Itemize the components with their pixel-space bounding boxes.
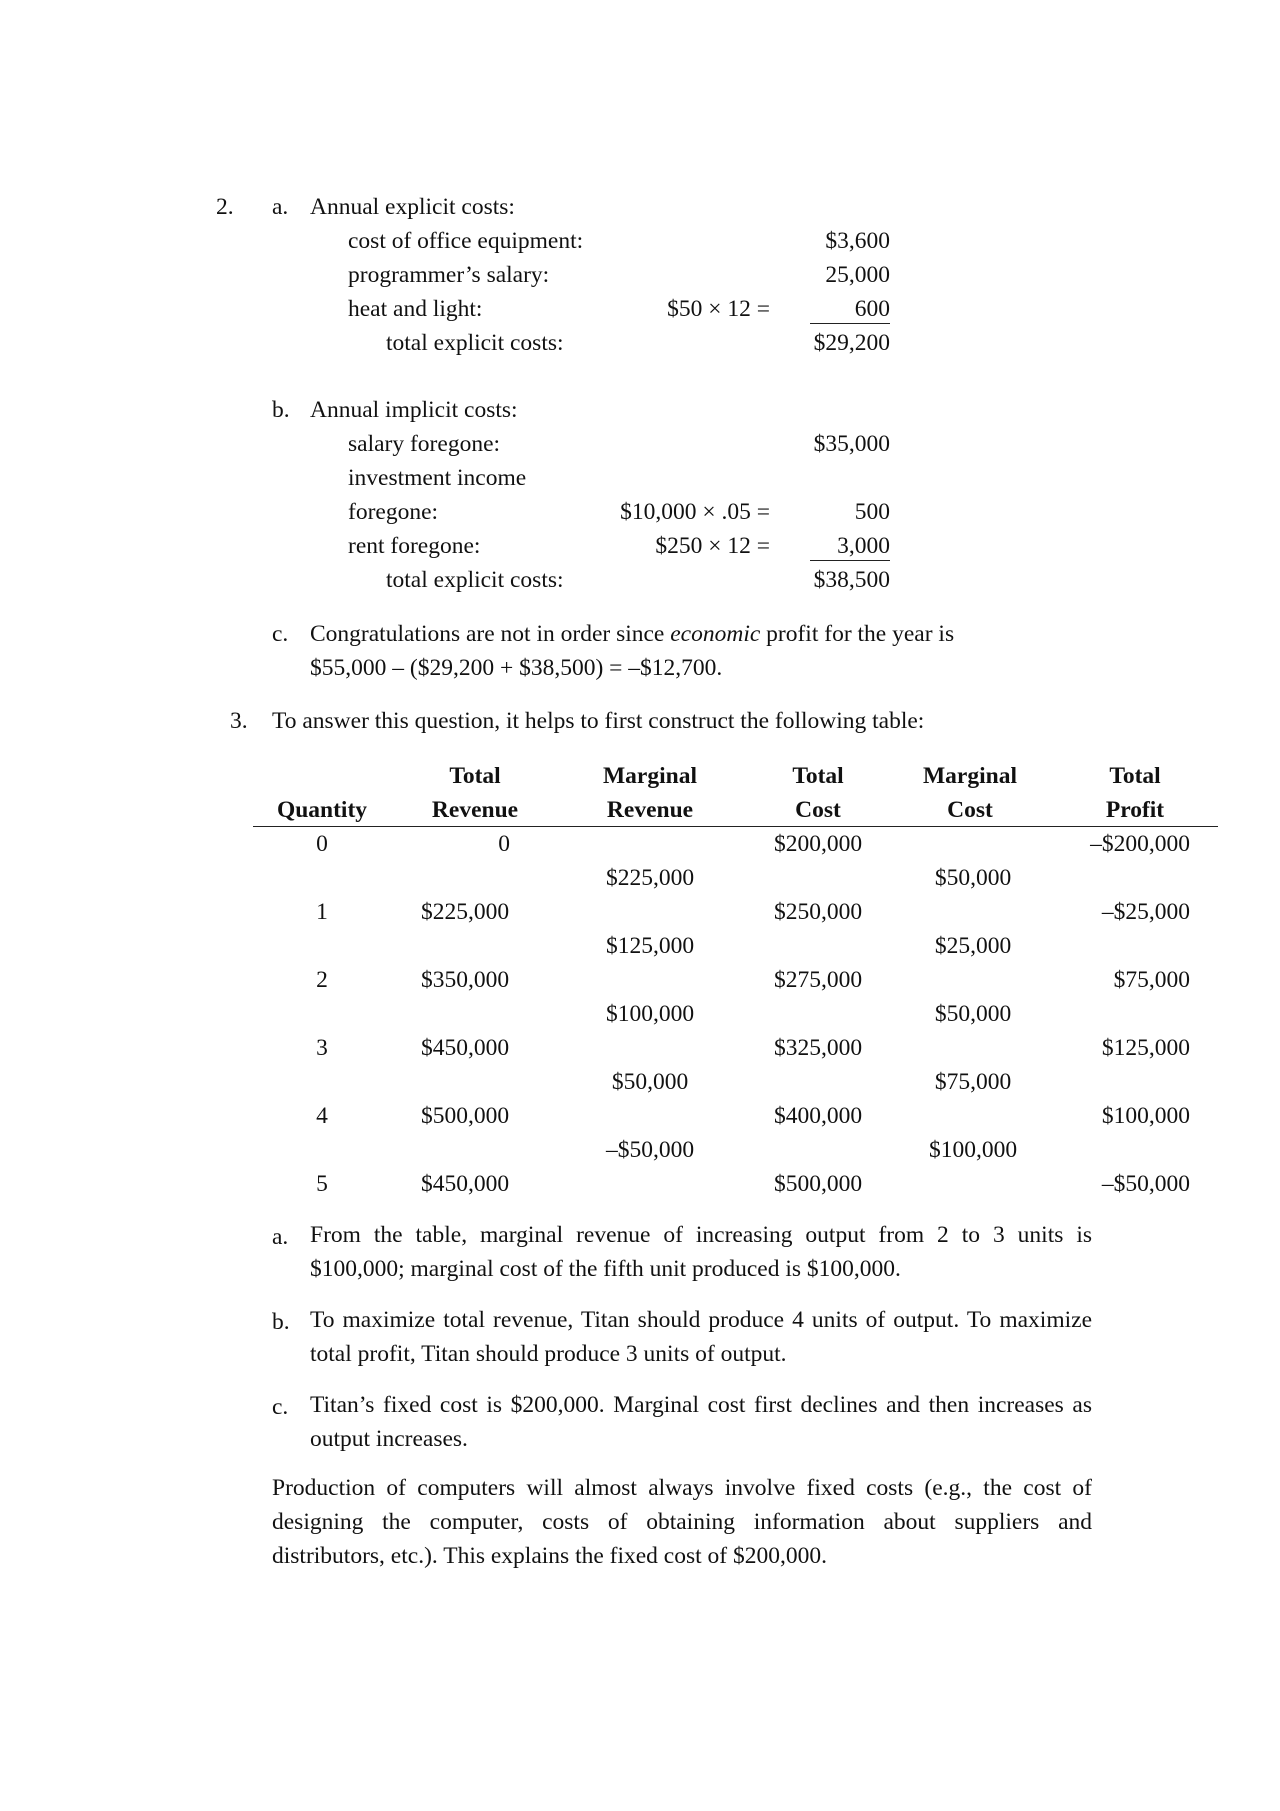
q2c-line-2: $55,000 – ($29,200 + $38,500) = –$12,700. [310, 655, 723, 681]
q3-intro: To answer this question, it helps to first construct the following table: [272, 708, 925, 734]
q2a-item-value: $3,600 [825, 228, 890, 254]
q2b-total-label: total explicit costs: [386, 567, 564, 593]
q2b-salary-value: $35,000 [813, 431, 890, 457]
table-header-total-cost-line1: Total [792, 763, 844, 789]
table-cell-total-revenue: 0 [498, 831, 510, 857]
q2b-rent-calc: $250 × 12 = [655, 533, 770, 559]
question-3-number: 3. [230, 708, 248, 734]
q2b-investment-label-cont: foregone: [348, 499, 439, 525]
table-cell-total-cost: $250,000 [773, 899, 863, 925]
table-cell-quantity: 2 [316, 967, 328, 993]
q3b-letter: b. [272, 1309, 290, 1335]
table-cell-total-revenue: $350,000 [420, 967, 510, 993]
q2a-item-value: 600 [854, 296, 890, 322]
table-header-total-profit: Profit [1105, 797, 1165, 823]
table-header-rule [253, 826, 1218, 827]
table-cell-marginal-revenue: $225,000 [605, 865, 695, 891]
table-cell-quantity: 1 [316, 899, 328, 925]
q3-closing-paragraph: Production of computers will almost always involve fixed costs (e.g., the cost of designing the computer, costs of obtaining information about suppliers and distributors, etc.). This explains the fixed cost of $200,000. [272, 1475, 1092, 1569]
table-header-total-profit-line1: Total [1109, 763, 1161, 789]
table-cell-marginal-cost: $50,000 [934, 865, 1012, 891]
q2a-total-value: $29,200 [813, 330, 890, 356]
q3c-letter: c. [272, 1394, 289, 1420]
q2b-investment-calc: $10,000 × .05 = [620, 499, 770, 525]
table-cell-marginal-revenue: $100,000 [605, 1001, 695, 1027]
table-cell-total-profit: –$50,000 [1101, 1171, 1190, 1197]
q2a-item-label: programmer’s salary: [348, 262, 550, 288]
q2b-sum-underline [810, 560, 890, 561]
q2b-salary-label: salary foregone: [348, 431, 501, 457]
table-cell-marginal-revenue: –$50,000 [605, 1137, 695, 1163]
table-cell-marginal-cost: $50,000 [934, 1001, 1012, 1027]
table-cell-total-cost: $200,000 [773, 831, 863, 857]
table-header-total-revenue-line1: Total [449, 763, 501, 789]
table-cell-quantity: 0 [316, 831, 328, 857]
table-cell-total-revenue: $450,000 [420, 1035, 510, 1061]
table-header-quantity: Quantity [276, 797, 368, 823]
q2b-rent-value: 3,000 [837, 533, 890, 559]
q2a-sum-underline [810, 323, 890, 324]
table-cell-total-revenue: $225,000 [420, 899, 510, 925]
q2a-item-value: 25,000 [825, 262, 890, 288]
q2a-item-calc: $50 × 12 = [667, 296, 770, 322]
q2b-letter: b. [272, 397, 290, 423]
table-cell-total-cost: $400,000 [773, 1103, 863, 1129]
table-cell-total-profit: –$25,000 [1101, 899, 1190, 925]
table-header-marginal-cost: Cost [947, 797, 993, 823]
table-cell-marginal-revenue: $50,000 [611, 1069, 689, 1095]
q3a-text: From the table, marginal revenue of increasing output from 2 to 3 units is $100,000; marginal cost of the fifth unit produced is $100,000. [310, 1222, 1092, 1282]
table-cell-total-revenue: $500,000 [420, 1103, 510, 1129]
table-cell-total-profit: $125,000 [1101, 1035, 1190, 1061]
table-cell-total-revenue: $450,000 [420, 1171, 510, 1197]
table-cell-quantity: 5 [316, 1171, 328, 1197]
table-cell-total-cost: $325,000 [773, 1035, 863, 1061]
q2a-title: Annual explicit costs: [310, 194, 515, 220]
q2a-item-label: cost of office equipment: [348, 228, 584, 254]
q2b-investment-value: 500 [854, 499, 890, 525]
q2b-investment-label: investment income [348, 465, 527, 491]
q2a-total-label: total explicit costs: [386, 330, 564, 356]
table-cell-total-profit: $75,000 [1113, 967, 1190, 993]
table-header-marginal-revenue: Revenue [606, 797, 694, 823]
table-cell-marginal-cost: $75,000 [934, 1069, 1012, 1095]
q3a-letter: a. [272, 1224, 289, 1250]
question-2-number: 2. [216, 194, 234, 220]
q2c-letter: c. [272, 621, 289, 647]
q2b-title: Annual implicit costs: [310, 397, 518, 423]
table-cell-quantity: 4 [316, 1103, 328, 1129]
q2a-letter: a. [272, 194, 289, 220]
table-cell-total-profit: $100,000 [1101, 1103, 1190, 1129]
table-header-marginal-cost-line1: Marginal [923, 763, 1017, 789]
table-header-total-cost: Cost [795, 797, 841, 823]
table-cell-marginal-cost: $100,000 [928, 1137, 1018, 1163]
table-cell-total-profit: –$200,000 [1090, 831, 1190, 857]
q2b-rent-label: rent foregone: [348, 533, 481, 559]
q3b-text: To maximize total revenue, Titan should produce 4 units of output. To maximize total profit, Titan should produce 3 units of output. [310, 1307, 1092, 1367]
table-cell-quantity: 3 [316, 1035, 328, 1061]
table-cell-total-cost: $275,000 [773, 967, 863, 993]
q2a-item-label: heat and light: [348, 296, 483, 322]
table-header-total-revenue: Revenue [431, 797, 519, 823]
table-header-marginal-revenue-line1: Marginal [603, 763, 697, 789]
q2b-total-value: $38,500 [813, 567, 890, 593]
q3c-text: Titan’s fixed cost is $200,000. Marginal cost first declines and then increases as output increases. [310, 1392, 1092, 1452]
table-cell-marginal-revenue: $125,000 [605, 933, 695, 959]
q2c-line-1: Congratulations are not in order since economic profit for the year is [310, 621, 955, 647]
table-cell-marginal-cost: $25,000 [934, 933, 1012, 959]
table-cell-total-cost: $500,000 [773, 1171, 863, 1197]
